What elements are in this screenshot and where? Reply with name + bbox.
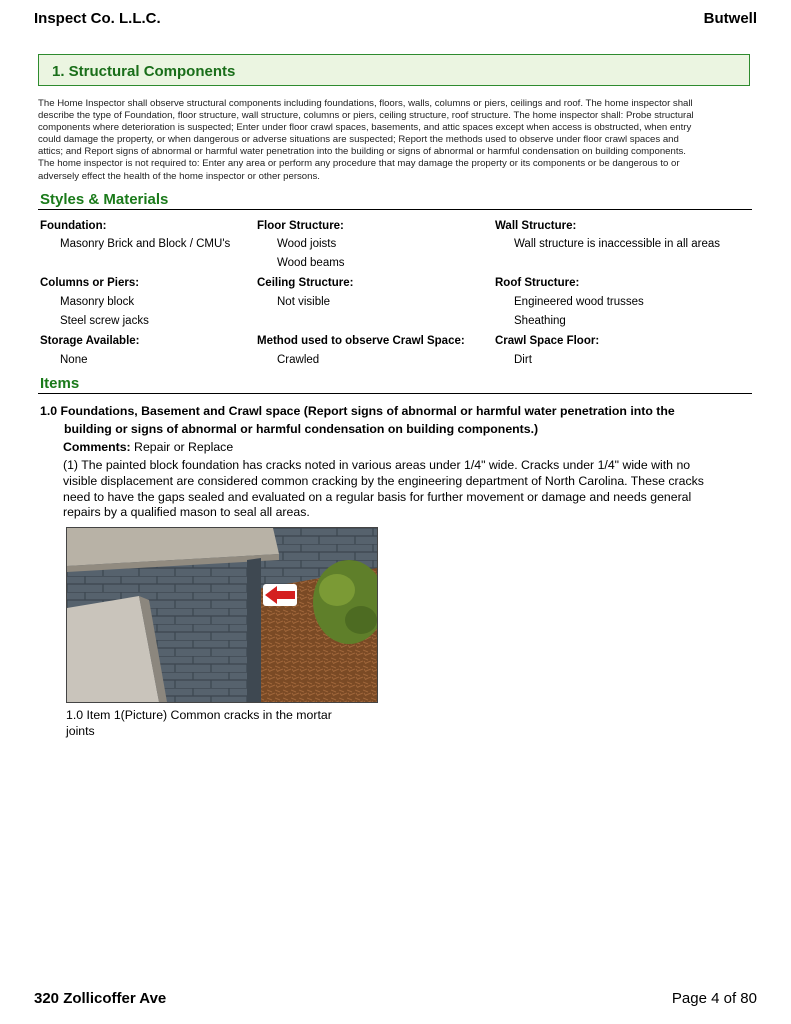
- comments-label: Comments:: [63, 440, 131, 454]
- comment-line: (1) The painted block foundation has cracks noted in various areas under 1/4" wide. Cracks under 1/4" wide with no: [63, 458, 691, 472]
- comment-line: repairs by a qualified mason to seal all areas.: [63, 505, 310, 520]
- wall-structure-value: Wall structure is inaccessible in all areas: [514, 238, 721, 250]
- intro-line: components where deterioration is suspected; Enter under floor crawl spaces, basements, and attic spaces except when access is obstructed, when entry: [38, 122, 692, 134]
- columns-piers-label: Columns or Piers:: [40, 277, 140, 289]
- caption-line: joints: [66, 723, 95, 738]
- intro-line: describe the type of Foundation, floor structure, wall structure, columns or piers, ceiling structure, roof structure. The home inspector shall: Probe structural: [38, 110, 694, 122]
- section-header-box: [38, 54, 750, 86]
- comments-line: [63, 440, 233, 454]
- items-heading: Items: [40, 375, 80, 392]
- columns-piers-value: Masonry block: [60, 296, 135, 308]
- columns-piers-value: Steel screw jacks: [60, 315, 149, 327]
- page-number: Page 4 of 80: [671, 990, 757, 1007]
- photo-caption: [66, 708, 366, 739]
- section-intro: [38, 98, 750, 183]
- roof-structure-value: Engineered wood trusses: [514, 296, 644, 308]
- floor-structure-value: Wood beams: [277, 257, 345, 269]
- wall-structure-label: Wall Structure:: [495, 220, 577, 232]
- ceiling-structure-value: Not visible: [277, 296, 331, 308]
- comment-line: visible displacement are considered common cracking by the engineering department of North Carolina. These cracks: [63, 473, 704, 488]
- intro-line: attics; and Report signs of abnormal or harmful water penetration into the building or signs of abnormal or harmful condensation on building components.: [38, 146, 686, 158]
- foundation-label: Foundation:: [40, 220, 107, 232]
- styles-materials-heading: Styles & Materials: [40, 191, 169, 208]
- crawl-floor-value: Dirt: [514, 354, 532, 366]
- intro-line: could damage the property, or when dangerous or adverse situations are suspected; Report the methods used to observe under floor crawl spaces and: [38, 134, 679, 146]
- crawl-floor-label: Crawl Space Floor:: [495, 335, 600, 347]
- comment-line: need to have the gaps sealed and evaluated on a regular basis for further movement or damage and needs general: [63, 489, 692, 504]
- storage-value: None: [60, 354, 88, 366]
- ceiling-structure-label: Ceiling Structure:: [257, 277, 354, 289]
- property-address: 320 Zollicoffer Ave: [34, 990, 167, 1007]
- intro-line: The home inspector is not required to: Enter any area or perform any procedure that may damage the property or its components or be dangerous to or: [38, 158, 680, 170]
- section-title: 1. Structural Components: [52, 63, 236, 80]
- company-name: Inspect Co. L.L.C.: [34, 10, 161, 27]
- roof-structure-value: Sheathing: [514, 315, 566, 327]
- intro-line: adversely effect the health of the home inspector or other persons.: [38, 170, 320, 182]
- item-title: [40, 402, 740, 438]
- caption-line: 1.0 Item 1(Picture) Common cracks in the mortar: [66, 708, 332, 722]
- floor-structure-label: Floor Structure:: [257, 220, 344, 232]
- storage-label: Storage Available:: [40, 335, 140, 347]
- crawl-method-label: Method used to observe Crawl Space:: [257, 335, 465, 347]
- floor-structure-value: Wood joists: [277, 238, 337, 250]
- foundation-value: Masonry Brick and Block / CMU's: [60, 238, 231, 250]
- roof-structure-label: Roof Structure:: [495, 277, 580, 289]
- item-title-line: building or signs of abnormal or harmful condensation on building components.): [64, 422, 539, 436]
- crawl-method-value: Crawled: [277, 354, 320, 366]
- item-title-line: 1.0 Foundations, Basement and Crawl space (Report signs of abnormal or harmful water penetration into the: [40, 404, 675, 418]
- comment-text: [63, 458, 749, 521]
- intro-line: The Home Inspector shall observe structural components including foundations, floors, walls, columns or piers, ceilings and roof. The home inspector shall: [38, 98, 693, 109]
- divider: [38, 393, 752, 394]
- divider: [38, 209, 752, 210]
- comments-value: Repair or Replace: [130, 440, 234, 454]
- client-name: Butwell: [703, 10, 757, 27]
- foundation-photo[interactable]: [66, 527, 378, 703]
